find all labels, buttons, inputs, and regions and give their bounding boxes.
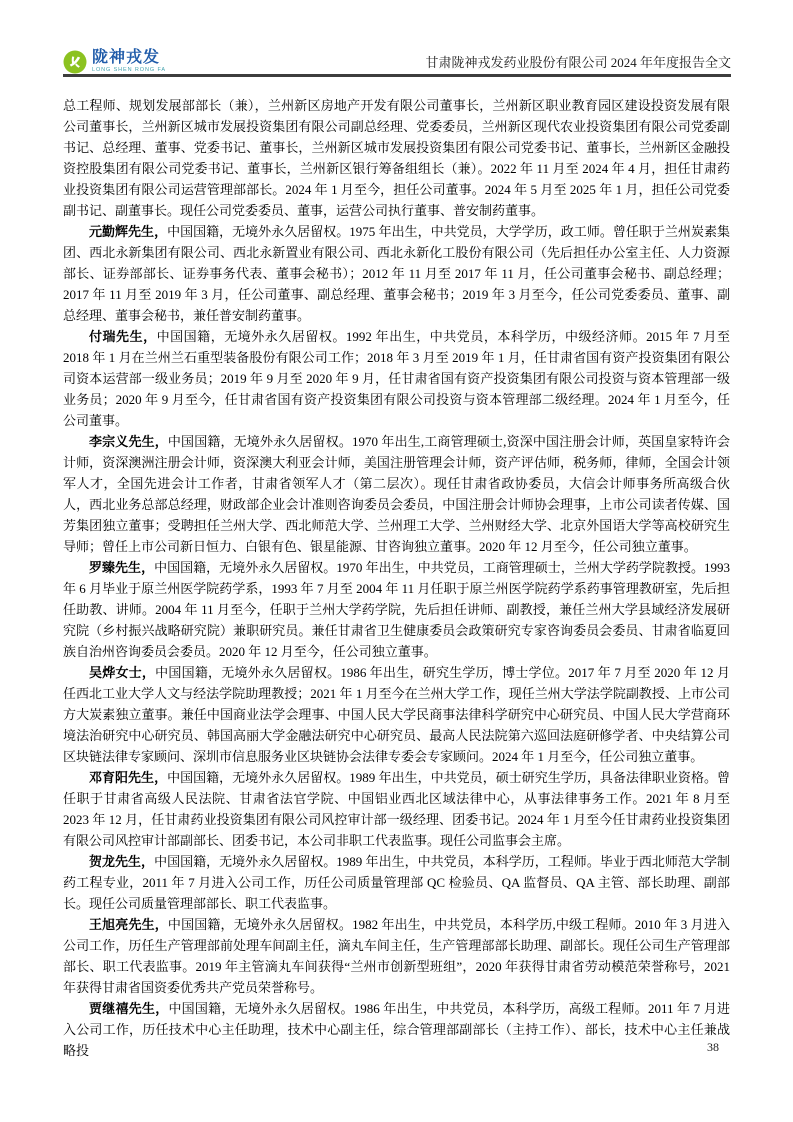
person-name: 李宗义先生， xyxy=(89,434,168,449)
paragraph-text: 总工程师、规划发展部部长（兼），兰州新区房地产开发有限公司董事长，兰州新区职业教育园区建设投资发展有限公司董事长，兰州新区城市发展投资集团有限公司副总经理、党委委员，兰州新区现代农业投资集团有限公司党委副书记、总经理、董事、党委书记、董事长，兰州新区城市发展投资集团有限公司党委书记、董事长，兰州新区金融投资控股集团有限公司党委书记、董事长，兰州新区银行筹备组组长（兼）。2022 年 11 月至 2024 年 4 月，担任甘肃药业投资集团有限公司运营管理部部长。2024 年 1 月至今，担任公司董事。2024 年 5 月至 2025 年 1 月，担任公司党委副书记、副董事长。现任公司党委委员、董事，运营公司执行董事、普安制药董事。 xyxy=(63,98,730,218)
person-name: 邓育阳先生， xyxy=(89,770,168,785)
paragraph-text: 中国国籍，无境外永久居留权。1986 年出生，研究生学历，博士学位。2017 年 7 月至 2020 年 12 月任西北工业大学人文与经法学院助理教授；2021 年 1 月至今在兰州大学工作，现任兰州大学法学院副教授、上市公司方大炭素独立董事。兼任中国商业法学会理事、中国人民大学民商事法律科学研究中心研究员、中国人民大学营商环境法治研究中心研究员、韩国高丽大学金融法研究中心研究员、最高人民法院第六巡回法庭研修学者、中央结算公司区块链法律专家顾问、深圳市信息服务业区块链协会法律专委会专家顾问。2024 年 1 月至今，任公司独立董事。 xyxy=(63,665,730,764)
page-number: 38 xyxy=(707,1040,719,1054)
paragraph-text: 中国国籍，无境外永久居留权。1970 年出生,工商管理硕士,资深中国注册会计师，英国皇家特许会计师，资深澳洲注册会计师，资深澳大利亚会计师，美国注册管理会计师，资产评估师，税务师，律师，全国会计领军人才，全国先进会计工作者，甘肃省领军人才（第二层次）。现任甘肃省政协委员，大信会计师事务所高级合伙人，西北业务总部总经理，财政部企业会计准则咨询委员会委员，中国注册会计师协会理事，上市公司读者传媒、国芳集团独立董事；受聘担任兰州大学、西北师范大学、兰州理工大学、兰州财经大学、北京外国语大学等高校研究生导师；曾任上市公司新日恒力、白银有色、银星能源、甘咨询独立董事。2020 年 12 月至今，任公司独立董事。 xyxy=(63,434,730,554)
person-name: 吴烨女士， xyxy=(89,665,156,680)
report-title: 甘肃陇神戎发药业股份有限公司 2024 年年度报告全文 xyxy=(425,55,731,70)
person-name: 元勤辉先生， xyxy=(89,224,168,239)
header-divider xyxy=(63,74,731,77)
paragraph-text: 中国国籍，无境外永久居留权。1992 年出生，中共党员，本科学历，中级经济师。2015 年 7 月至 2018 年 1 月在兰州兰石重型装备股份有限公司工作；2018 年 3 月至 2019 年 1 月，任甘肃省国有资产投资集团有限公司资本运营部一级业务员；2019 年 9 月至 2020 年 9 月，任甘肃省国有资产投资集团有限公司投资与资本管理部一级业务员；2020 年 9 月至今，任甘肃省国有资产投资集团有限公司投资与资本管理部二级经理。2024 年 1 月至今，任公司董事。 xyxy=(63,329,730,428)
paragraph xyxy=(63,557,730,662)
paragraph-text: 中国国籍，无境外永久居留权。1989 年出生，中共党员，本科学历，工程师。毕业于西北师范大学制药工程专业，2011 年 7 月进入公司工作，历任公司质量管理部 QC 检验员、QA 监督员、QA 主管、部长助理、副部长。现任公司质量管理部部长、职工代表监事。 xyxy=(63,854,730,911)
paragraph xyxy=(63,662,730,767)
logo-icon xyxy=(63,50,87,74)
paragraph-text: 中国国籍，无境外永久居留权。1982 年出生，中共党员，本科学历,中级工程师。2010 年 3 月进入公司工作，历任生产管理部前处理车间副主任，滴丸车间主任，生产管理部部长助理、副部长。现任公司生产管理部部长、职工代表监事。2019 年主管滴丸车间获得“兰州市创新型班组”，2020 年获得甘肃省劳动模范荣誉称号，2021 年获得甘肃省国资委优秀共产党员荣誉称号。 xyxy=(63,917,730,995)
person-name: 贾继禧先生， xyxy=(89,1001,169,1016)
paragraph xyxy=(63,431,730,557)
paragraph xyxy=(63,95,730,221)
paragraph xyxy=(63,767,730,851)
document-body xyxy=(63,95,730,1061)
paragraph xyxy=(63,914,730,998)
paragraph-text: 中国国籍，无境外永久居留权。1975 年出生，中共党员，大学学历，政工师。曾任职于兰州炭素集团、西北永新集团有限公司、西北永新置业有限公司、西北永新化工股份有限公司（先后担任办公室主任、人力资源部长、证券部部长、证券事务代表、董事会秘书）；2012 年 11 月至 2017 年 11 月，任公司董事会秘书、副总经理；2017 年 11 月至 2019 年 3 月，任公司董事、副总经理、董事会秘书；2019 年 3 月至今，任公司党委委员、董事、副总经理、董事会秘书，兼任普安制药董事。 xyxy=(63,224,730,323)
paragraph-text: 中国国籍，无境外永久居留权。1989 年出生，中共党员，硕士研究生学历，具备法律职业资格。曾任职于甘肃省高级人民法院、甘肃省法官学院、中国铝业西北区域法律中心，从事法律事务工作。2021 年 8 月至 2023 年 12 月，任甘肃药业投资集团有限公司风控审计部一级经理、团委书记。2024 年 1 月至今任甘肃药业投资集团有限公司风控审计部副部长、团委书记，本公司非职工代表监事。现任公司监事会主席。 xyxy=(63,770,730,848)
person-name: 贺龙先生， xyxy=(89,854,155,869)
paragraph xyxy=(63,221,730,326)
paragraph xyxy=(63,851,730,914)
person-name: 罗臻先生， xyxy=(89,560,155,575)
page-header xyxy=(63,46,731,74)
paragraph-text: 中国国籍，无境外永久居留权。1970 年出生，中共党员，工商管理硕士，兰州大学药学院教授。1993 年 6 月毕业于原兰州医学院药学系，1993 年 7 月至 2004 年 11 月任职于原兰州医学院药学系药事管理教研室，先后担任助教、讲师。2004 年 11 月至今，任职于兰州大学药学院，先后担任讲师、副教授，兼任兰州大学县域经济发展研究院（乡村振兴战略研究院）兼职研究员。兼任甘肃省卫生健康委员会政策研究专家咨询委员会委员、甘肃省临夏回族自治州咨询委员会委员。2020 年 12 月至今，任公司独立董事。 xyxy=(63,560,730,659)
paragraph xyxy=(63,998,730,1061)
person-name: 付瑞先生， xyxy=(89,329,157,344)
paragraph xyxy=(63,326,730,431)
company-logo xyxy=(63,50,166,74)
person-name: 王旭亮先生， xyxy=(89,917,168,932)
brand-name: 陇神戎发 xyxy=(92,49,161,67)
paragraph-text: 中国国籍，无境外永久居留权。1986 年出生，中共党员，本科学历，高级工程师。2011 年 7 月进入公司工作，历任技术中心主任助理，技术中心副主任，综合管理部副部长（主持工作）、部长，技术中心主任兼战略投 xyxy=(63,1001,730,1058)
brand-text-block xyxy=(92,50,166,74)
brand-subtext: LONG SHEN RONG FA xyxy=(92,67,166,74)
